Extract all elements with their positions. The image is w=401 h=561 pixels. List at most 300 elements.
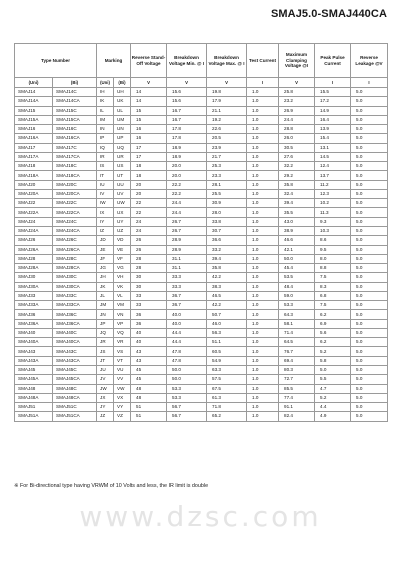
table-row bbox=[15, 319, 388, 328]
subheader-cell: (Uni) bbox=[15, 78, 53, 88]
table-cell: 17.9 bbox=[207, 97, 247, 106]
table-cell: IU bbox=[97, 180, 114, 189]
table-cell: 47.8 bbox=[167, 356, 207, 365]
table-cell: SMAJ51CA bbox=[53, 412, 97, 421]
table-cell: 1.0 bbox=[247, 254, 279, 263]
table-row bbox=[15, 208, 388, 217]
table-cell: SMAJ36CA bbox=[53, 319, 97, 328]
table-row bbox=[15, 338, 388, 347]
table-cell: 43 bbox=[131, 356, 167, 365]
table-cell: JF bbox=[97, 254, 114, 263]
table-cell: 71.4 bbox=[279, 328, 315, 337]
table-cell: UX bbox=[114, 208, 131, 217]
table-cell: 5.0 bbox=[351, 356, 388, 365]
table-cell: 8.0 bbox=[315, 254, 351, 263]
table-cell: SMAJ30 bbox=[15, 273, 53, 282]
table-cell: 76.7 bbox=[279, 347, 315, 356]
table-cell: SMAJ33C bbox=[53, 291, 97, 300]
table-cell: SMAJ26C bbox=[53, 236, 97, 245]
header-marking: Marking bbox=[97, 44, 131, 78]
table-cell: JD bbox=[97, 236, 114, 245]
table-cell: SMAJ26 bbox=[15, 236, 53, 245]
table-cell: SMAJ36A bbox=[15, 319, 53, 328]
table-cell: SMAJ16 bbox=[15, 125, 53, 134]
table-cell: 15 bbox=[131, 115, 167, 124]
table-cell: 77.4 bbox=[279, 393, 315, 402]
table-cell: 16.7 bbox=[167, 106, 207, 115]
table-cell: 5.0 bbox=[351, 143, 388, 152]
table-cell: 40 bbox=[131, 338, 167, 347]
table-cell: SMAJ14 bbox=[15, 88, 53, 97]
subheader-cell: V bbox=[279, 78, 315, 88]
table-cell: 20.5 bbox=[207, 134, 247, 143]
table-row bbox=[15, 125, 388, 134]
table-cell: 1.0 bbox=[247, 310, 279, 319]
table-cell: SMAJ15 bbox=[15, 106, 53, 115]
table-cell: 20 bbox=[131, 189, 167, 198]
table-cell: VS bbox=[114, 347, 131, 356]
table-cell: 28.8 bbox=[279, 125, 315, 134]
table-cell: SMAJ36 bbox=[15, 310, 53, 319]
table-cell: SMAJ48A bbox=[15, 393, 53, 402]
header-test-current: Test Current bbox=[247, 44, 279, 78]
table-cell: 61.3 bbox=[207, 393, 247, 402]
table-cell: 5.0 bbox=[351, 291, 388, 300]
table-cell: 1.0 bbox=[247, 356, 279, 365]
table-cell: JR bbox=[97, 338, 114, 347]
table-cell: 1.0 bbox=[247, 208, 279, 217]
table-cell: 6.2 bbox=[315, 310, 351, 319]
table-cell: 5.0 bbox=[351, 384, 388, 393]
table-cell: 58.1 bbox=[279, 319, 315, 328]
table-cell: VL bbox=[114, 291, 131, 300]
table-cell: JS bbox=[97, 347, 114, 356]
table-cell: 15.6 bbox=[167, 88, 207, 97]
table-cell: SMAJ22C bbox=[53, 199, 97, 208]
table-cell: 1.0 bbox=[247, 226, 279, 235]
table-row bbox=[15, 356, 388, 365]
table-cell: SMAJ48C bbox=[53, 384, 97, 393]
table-cell: JW bbox=[97, 384, 114, 393]
table-cell: VQ bbox=[114, 328, 131, 337]
table-cell: 14.9 bbox=[315, 106, 351, 115]
subheader-cell: V bbox=[131, 78, 167, 88]
table-cell: 5.0 bbox=[351, 412, 388, 421]
table-cell: 7.5 bbox=[315, 301, 351, 310]
table-cell: 48 bbox=[131, 384, 167, 393]
table-cell: 36.6 bbox=[207, 236, 247, 245]
table-cell: 25.3 bbox=[207, 162, 247, 171]
table-cell: 5.0 bbox=[351, 328, 388, 337]
table-cell: 48.4 bbox=[279, 282, 315, 291]
table-cell: SMAJ26CA bbox=[53, 245, 97, 254]
table-cell: 24.4 bbox=[279, 115, 315, 124]
table-cell: SMAJ24CA bbox=[53, 226, 97, 235]
table-cell: VX bbox=[114, 393, 131, 402]
table-cell: VW bbox=[114, 384, 131, 393]
table-row bbox=[15, 403, 388, 412]
table-cell: 8.6 bbox=[315, 236, 351, 245]
table-cell: 1.0 bbox=[247, 328, 279, 337]
table-cell: 51 bbox=[131, 412, 167, 421]
table-cell: 5.0 bbox=[351, 338, 388, 347]
table-cell: SMAJ51C bbox=[53, 403, 97, 412]
table-cell: 5.0 bbox=[351, 375, 388, 384]
table-cell: SMAJ20C bbox=[53, 180, 97, 189]
table-cell: 5.0 bbox=[351, 97, 388, 106]
table-cell: SMAJ20CA bbox=[53, 189, 97, 198]
table-cell: 12.3 bbox=[315, 189, 351, 198]
table-cell: SMAJ14A bbox=[15, 97, 53, 106]
table-cell: SMAJ43A bbox=[15, 356, 53, 365]
table-cell: 9.3 bbox=[315, 217, 351, 226]
table-cell: VE bbox=[114, 245, 131, 254]
table-cell: VU bbox=[114, 365, 131, 374]
table-cell: 5.0 bbox=[351, 208, 388, 217]
table-cell: VZ bbox=[114, 412, 131, 421]
table-cell: 1.0 bbox=[247, 143, 279, 152]
table-cell: 5.0 bbox=[351, 282, 388, 291]
table-cell: 19.2 bbox=[207, 115, 247, 124]
table-row bbox=[15, 162, 388, 171]
table-cell: 80.3 bbox=[279, 365, 315, 374]
table-row bbox=[15, 134, 388, 143]
table-cell: VD bbox=[114, 236, 131, 245]
table-cell: UT bbox=[114, 171, 131, 180]
table-cell: 30 bbox=[131, 273, 167, 282]
table-cell: 69.4 bbox=[279, 356, 315, 365]
table-row bbox=[15, 106, 388, 115]
table-cell: 67.5 bbox=[207, 384, 247, 393]
table-cell: SMAJ18CA bbox=[53, 171, 97, 180]
table-cell: 1.0 bbox=[247, 403, 279, 412]
header-peak-pulse-current: Peak Pulse Current bbox=[315, 44, 351, 78]
table-cell: VK bbox=[114, 282, 131, 291]
table-cell: 42.1 bbox=[279, 245, 315, 254]
table-cell: 5.0 bbox=[351, 393, 388, 402]
table-cell: VR bbox=[114, 338, 131, 347]
table-cell: 22.2 bbox=[167, 180, 207, 189]
table-cell: SMAJ15CA bbox=[53, 115, 97, 124]
table-cell: 20.0 bbox=[167, 171, 207, 180]
table-cell: 5.0 bbox=[351, 217, 388, 226]
table-cell: JQ bbox=[97, 328, 114, 337]
table-cell: 30 bbox=[131, 282, 167, 291]
table-cell: 17.2 bbox=[315, 97, 351, 106]
table-cell: SMAJ28C bbox=[53, 254, 97, 263]
table-cell: SMAJ17C bbox=[53, 143, 97, 152]
table-cell: 1.0 bbox=[247, 88, 279, 97]
table-cell: 36 bbox=[131, 319, 167, 328]
table-cell: 33.3 bbox=[167, 273, 207, 282]
table-cell: 42.2 bbox=[207, 301, 247, 310]
table-cell: JG bbox=[97, 264, 114, 273]
subheader-cell: (Uni) bbox=[97, 78, 114, 88]
table-cell: IM bbox=[97, 115, 114, 124]
table-cell: SMAJ45CA bbox=[53, 375, 97, 384]
table-cell: 45 bbox=[131, 365, 167, 374]
table-cell: 28 bbox=[131, 264, 167, 273]
table-cell: 5.0 bbox=[351, 189, 388, 198]
table-cell: 50.0 bbox=[279, 254, 315, 263]
table-cell: 16 bbox=[131, 134, 167, 143]
table-row bbox=[15, 226, 388, 235]
table-cell: 20.0 bbox=[167, 162, 207, 171]
table-cell: 38.9 bbox=[279, 226, 315, 235]
table-cell: UR bbox=[114, 152, 131, 161]
table-cell: 56.7 bbox=[167, 412, 207, 421]
table-cell: SMAJ33CA bbox=[53, 301, 97, 310]
table-cell: IY bbox=[97, 217, 114, 226]
table-cell: 5.0 bbox=[351, 301, 388, 310]
table-cell: 1.0 bbox=[247, 236, 279, 245]
table-cell: SMAJ51A bbox=[15, 412, 53, 421]
table-cell: 91.1 bbox=[279, 403, 315, 412]
table-cell: IR bbox=[97, 152, 114, 161]
table-cell: 30.7 bbox=[207, 226, 247, 235]
spec-table-body bbox=[15, 88, 388, 422]
table-cell: 33 bbox=[131, 301, 167, 310]
table-cell: 46.0 bbox=[207, 319, 247, 328]
table-row bbox=[15, 217, 388, 226]
table-cell: 22.2 bbox=[167, 189, 207, 198]
table-cell: UQ bbox=[114, 143, 131, 152]
table-cell: 14 bbox=[131, 97, 167, 106]
table-cell: SMAJ28A bbox=[15, 264, 53, 273]
table-cell: 56.3 bbox=[207, 328, 247, 337]
table-cell: SMAJ18C bbox=[53, 162, 97, 171]
table-cell: 30.9 bbox=[207, 199, 247, 208]
table-cell: 17 bbox=[131, 152, 167, 161]
table-cell: SMAJ30A bbox=[15, 282, 53, 291]
table-row bbox=[15, 97, 388, 106]
table-cell: VM bbox=[114, 301, 131, 310]
header-breakdown-min: Breakdown Voltage Min. @ I bbox=[167, 44, 207, 78]
table-cell: IW bbox=[97, 199, 114, 208]
table-cell: 71.8 bbox=[207, 403, 247, 412]
table-cell: 23.3 bbox=[207, 171, 247, 180]
table-cell: 14.5 bbox=[315, 152, 351, 161]
table-cell: 18.9 bbox=[167, 152, 207, 161]
table-cell: 17.8 bbox=[167, 125, 207, 134]
table-cell: 51 bbox=[131, 403, 167, 412]
table-cell: 1.0 bbox=[247, 245, 279, 254]
table-cell: 38.3 bbox=[207, 282, 247, 291]
table-cell: SMAJ30CA bbox=[53, 282, 97, 291]
table-row bbox=[15, 245, 388, 254]
table-cell: UW bbox=[114, 199, 131, 208]
table-cell: 45 bbox=[131, 375, 167, 384]
table-cell: 16 bbox=[131, 125, 167, 134]
table-cell: SMAJ24C bbox=[53, 217, 97, 226]
table-row bbox=[15, 291, 388, 300]
table-cell: JN bbox=[97, 310, 114, 319]
table-cell: 50.0 bbox=[167, 375, 207, 384]
table-cell: 15.5 bbox=[315, 88, 351, 97]
table-cell: 1.0 bbox=[247, 97, 279, 106]
table-cell: 1.0 bbox=[247, 264, 279, 273]
table-cell: 35.5 bbox=[279, 208, 315, 217]
table-cell: 18 bbox=[131, 171, 167, 180]
table-cell: 5.6 bbox=[315, 328, 351, 337]
table-cell: UU bbox=[114, 180, 131, 189]
table-cell: IZ bbox=[97, 226, 114, 235]
table-cell: IH bbox=[97, 88, 114, 97]
table-cell: 36 bbox=[131, 310, 167, 319]
table-cell: SMAJ14C bbox=[53, 88, 97, 97]
table-cell: 45.4 bbox=[279, 264, 315, 273]
table-cell: 5.0 bbox=[351, 180, 388, 189]
table-row bbox=[15, 180, 388, 189]
document-title: SMAJ5.0-SMAJ440CA bbox=[270, 8, 387, 20]
table-cell: UK bbox=[114, 97, 131, 106]
table-row bbox=[15, 264, 388, 273]
table-cell: 22 bbox=[131, 208, 167, 217]
table-cell: 72.7 bbox=[279, 375, 315, 384]
table-cell: 40.0 bbox=[167, 319, 207, 328]
table-cell: SMAJ15A bbox=[15, 115, 53, 124]
table-cell: 5.0 bbox=[351, 310, 388, 319]
table-cell: 5.0 bbox=[351, 152, 388, 161]
subheader-cell: I bbox=[351, 78, 388, 88]
subheader-cell: (Bi) bbox=[53, 78, 97, 88]
subheader-cell: V bbox=[207, 78, 247, 88]
table-cell: SMAJ33A bbox=[15, 301, 53, 310]
table-cell: 6.9 bbox=[315, 319, 351, 328]
table-row bbox=[15, 273, 388, 282]
table-cell: JM bbox=[97, 301, 114, 310]
table-row bbox=[15, 282, 388, 291]
table-row bbox=[15, 393, 388, 402]
table-cell: 18.9 bbox=[167, 143, 207, 152]
watermark: www.dzsc.com bbox=[79, 500, 322, 533]
table-cell: IQ bbox=[97, 143, 114, 152]
table-cell: IT bbox=[97, 171, 114, 180]
table-cell: VY bbox=[114, 403, 131, 412]
table-cell: 43 bbox=[131, 347, 167, 356]
table-cell: 25.8 bbox=[279, 88, 315, 97]
table-cell: SMAJ45 bbox=[15, 365, 53, 374]
table-cell: SMAJ45C bbox=[53, 365, 97, 374]
table-cell: UM bbox=[114, 115, 131, 124]
table-cell: 28.9 bbox=[167, 236, 207, 245]
table-cell: 28 bbox=[131, 254, 167, 263]
table-cell: 50.0 bbox=[167, 365, 207, 374]
table-cell: 47.8 bbox=[167, 347, 207, 356]
table-cell: 33.3 bbox=[167, 282, 207, 291]
table-cell: 25.5 bbox=[207, 189, 247, 198]
table-cell: 5.0 bbox=[351, 236, 388, 245]
table-cell: JT bbox=[97, 356, 114, 365]
table-cell: SMAJ22 bbox=[15, 199, 53, 208]
table-cell: 60.5 bbox=[207, 347, 247, 356]
table-cell: JE bbox=[97, 245, 114, 254]
table-cell: 15.6 bbox=[167, 97, 207, 106]
table-cell: IL bbox=[97, 106, 114, 115]
table-cell: 7.5 bbox=[315, 273, 351, 282]
header-reverse-leakage: Reverse Leakage @V bbox=[351, 44, 388, 78]
table-cell: 35.8 bbox=[207, 264, 247, 273]
table-cell: 11.2 bbox=[315, 180, 351, 189]
table-row bbox=[15, 301, 388, 310]
table-cell: UH bbox=[114, 88, 131, 97]
header-row bbox=[15, 44, 388, 78]
table-cell: 42.2 bbox=[207, 273, 247, 282]
table-cell: SMAJ43 bbox=[15, 347, 53, 356]
table-cell: SMAJ18 bbox=[15, 162, 53, 171]
table-cell: 1.0 bbox=[247, 291, 279, 300]
table-cell: 1.0 bbox=[247, 134, 279, 143]
table-cell: IS bbox=[97, 162, 114, 171]
table-cell: 5.2 bbox=[315, 347, 351, 356]
table-cell: 26 bbox=[131, 245, 167, 254]
table-row bbox=[15, 412, 388, 421]
table-cell: 27.6 bbox=[279, 152, 315, 161]
table-cell: 5.0 bbox=[351, 125, 388, 134]
table-cell: 1.0 bbox=[247, 282, 279, 291]
table-cell: 24 bbox=[131, 217, 167, 226]
table-cell: VG bbox=[114, 264, 131, 273]
table-cell: SMAJ17A bbox=[15, 152, 53, 161]
table-cell: 5.0 bbox=[351, 245, 388, 254]
table-cell: IN bbox=[97, 125, 114, 134]
table-cell: UP bbox=[114, 134, 131, 143]
spec-table bbox=[14, 43, 388, 422]
table-row bbox=[15, 310, 388, 319]
table-cell: 4.7 bbox=[315, 384, 351, 393]
table-cell: 13.9 bbox=[315, 125, 351, 134]
table-cell: 5.0 bbox=[351, 171, 388, 180]
table-cell: 53.3 bbox=[279, 301, 315, 310]
table-cell: 8.3 bbox=[315, 282, 351, 291]
table-cell: SMAJ33 bbox=[15, 291, 53, 300]
table-row bbox=[15, 236, 388, 245]
table-cell: 1.0 bbox=[247, 189, 279, 198]
header-breakdown-max: Breakdown Voltage Max. @ I bbox=[207, 44, 247, 78]
table-cell: 36.7 bbox=[167, 291, 207, 300]
table-cell: 24 bbox=[131, 226, 167, 235]
table-cell: 64.5 bbox=[279, 338, 315, 347]
table-cell: 1.0 bbox=[247, 171, 279, 180]
table-cell: 26.9 bbox=[279, 106, 315, 115]
table-cell: 35.8 bbox=[279, 180, 315, 189]
table-cell: JP bbox=[97, 319, 114, 328]
table-cell: 23.9 bbox=[207, 143, 247, 152]
table-cell: SMAJ28 bbox=[15, 254, 53, 263]
table-row bbox=[15, 375, 388, 384]
table-cell: JV bbox=[97, 375, 114, 384]
table-cell: 64.3 bbox=[279, 310, 315, 319]
table-cell: JH bbox=[97, 273, 114, 282]
table-row bbox=[15, 199, 388, 208]
table-cell: UZ bbox=[114, 226, 131, 235]
table-cell: SMAJ45A bbox=[15, 375, 53, 384]
table-cell: 11.3 bbox=[315, 208, 351, 217]
table-cell: SMAJ24 bbox=[15, 217, 53, 226]
table-cell: US bbox=[114, 162, 131, 171]
table-cell: 28.9 bbox=[167, 245, 207, 254]
table-cell: SMAJ40A bbox=[15, 338, 53, 347]
table-cell: UN bbox=[114, 125, 131, 134]
table-cell: 14 bbox=[131, 88, 167, 97]
table-cell: 43.0 bbox=[279, 217, 315, 226]
table-cell: 5.0 bbox=[351, 403, 388, 412]
table-cell: SMAJ43CA bbox=[53, 356, 97, 365]
table-cell: 15.4 bbox=[315, 134, 351, 143]
table-cell: 5.0 bbox=[351, 134, 388, 143]
table-row bbox=[15, 152, 388, 161]
table-cell: 19.8 bbox=[207, 88, 247, 97]
